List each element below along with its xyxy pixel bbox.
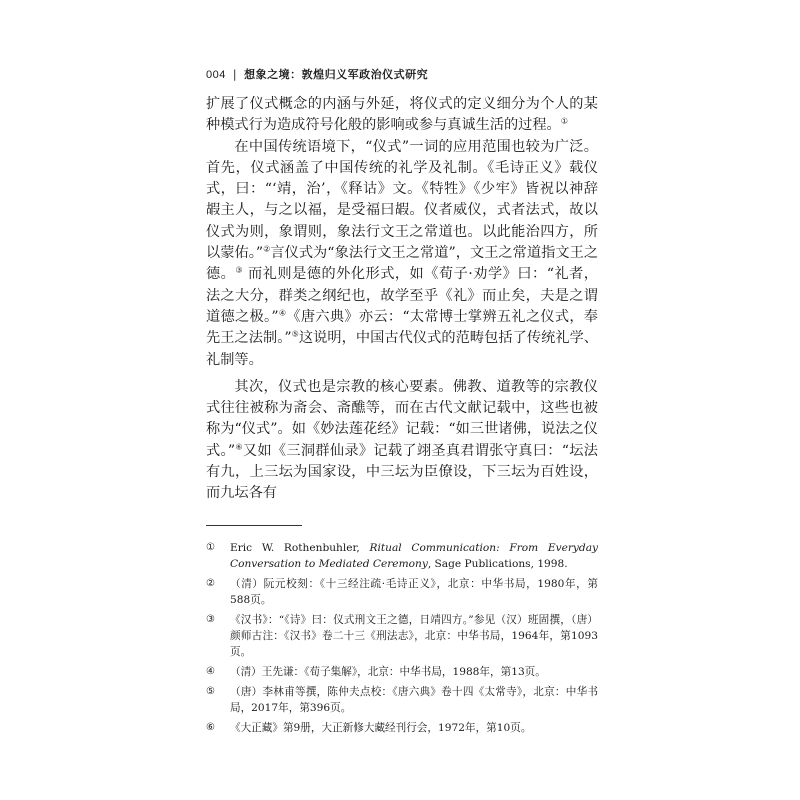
footnote-number: ④: [206, 666, 215, 677]
footnote-ref[interactable]: ①: [560, 116, 568, 126]
text-run: 其次，仪式也是宗教的核心要素。佛教、道教等的宗教仪式往往被称为斋会、斋醮等，而在古代文献记载中，这些也被称为“仪式”。如《妙法莲花经》记载：“如三世诸佛，说法之仪式。”: [206, 378, 598, 459]
text-run: （清）王先谦：《荀子集解》，北京：中华书局，1988年，第13页。: [230, 666, 546, 678]
footnote-ref[interactable]: ④: [278, 308, 287, 318]
italic-title: Ritual Communication: From Everyday Conversation to Mediated Ceremony: [230, 542, 598, 570]
footnote-item: [206, 684, 598, 716]
footnote-number: ③: [206, 614, 215, 625]
text-run: 又如《三洞群仙录》记载了翊圣真君谓张守真曰：“坛法有九，上三坛为国家设，中三坛为臣僚设，下三坛为百姓设，而九坛各有: [206, 442, 598, 502]
paragraph-3: [206, 377, 598, 505]
text-run: 《汉书》：“《诗》曰：仪式刑文王之德，日靖四方。”参见（汉）班固撰，（唐）颜师古注：《汉书》卷二十三《刑法志》，北京：中华书局，1964年，第1093页。: [230, 614, 598, 658]
text-run: Eric W. Rothenbuhler,: [230, 542, 370, 554]
footnote-text: [230, 684, 598, 716]
footnotes: [206, 540, 598, 740]
footnote-number: ⑤: [206, 686, 215, 697]
footnote-text: [230, 664, 598, 680]
text-run: 这说明，中国古代仪式的范畴包括了传统礼学、礼制等。: [206, 330, 598, 368]
book-title: 想象之境：敦煌归义军政治仪式研究: [244, 68, 429, 81]
text-run: 在中国传统语境下，“仪式”一词的应用范围也较为广泛。首先，仪式涵盖了中国传统的礼学及礼制。《毛诗正义》载仪式，曰：“‘靖，治’，《释诂》文。《特牲》《少牢》皆祝以神辞嘏主人，与之以福，是受福曰嘏。仪者威仪，式者法式，故以仪式为则，象谓则，象法行文王之常道也。以此能治四方，所以蒙佑。”: [206, 138, 598, 262]
main-text: [206, 94, 598, 505]
page-number: 004: [206, 69, 226, 81]
footnote-item: [206, 612, 598, 660]
footnote-item: [206, 540, 598, 572]
footnote-text: [230, 576, 598, 608]
text-run: （清）阮元校刻：《十三经注疏·毛诗正义》，北京：中华书局，1980年，第588页。: [230, 578, 598, 606]
paragraph-2: [206, 137, 598, 371]
footnote-ref[interactable]: ⑤: [291, 329, 299, 339]
text-run: 而礼则是德的外化形式，如《荀子·劝学》曰：“礼者，法之大分，群类之纲纪也，故学至乎《礼》而止矣，夫是之谓道德之极。”: [206, 266, 598, 325]
text-run: 《唐六典》亦云：“太常博士掌辨五礼之仪式，奉先王之法制。”: [206, 308, 598, 347]
footnote-divider: [206, 525, 302, 526]
footnote-ref[interactable]: ③: [235, 265, 244, 275]
footnote-item: [206, 664, 598, 680]
running-header: [206, 66, 606, 82]
footnote-number: ①: [206, 542, 215, 553]
footnote-text: [230, 612, 598, 660]
footnote-ref[interactable]: ②: [263, 244, 271, 254]
footnote-text: [230, 720, 598, 736]
footnote-text: [230, 540, 598, 572]
text-run: 言仪式为“象法行文王之常道”，文王之常道指文王之德。: [206, 245, 599, 283]
header-separator: |: [232, 68, 238, 81]
text-run: （唐）李林甫等撰，陈仲夫点校：《唐六典》卷十四《太常寺》，北京：中华书局，2017年，第396页。: [230, 686, 598, 714]
text-run: , Sage Publications, 1998.: [427, 558, 568, 570]
paragraph-1: [206, 94, 598, 137]
footnote-item: [206, 720, 598, 736]
text-run: 《大正藏》第9册，大正新修大藏经刊行会，1972年，第10页。: [230, 722, 532, 734]
footnote-item: [206, 576, 598, 608]
text-run: 扩展了仪式概念的内涵与外延，将仪式的定义细分为个人的某种模式行为造成符号化般的影响或参与真诚生活的过程。: [206, 96, 598, 134]
footnote-number: ⑥: [206, 722, 215, 733]
footnote-number: ②: [206, 578, 215, 589]
footnote-ref[interactable]: ⑥: [235, 442, 243, 452]
